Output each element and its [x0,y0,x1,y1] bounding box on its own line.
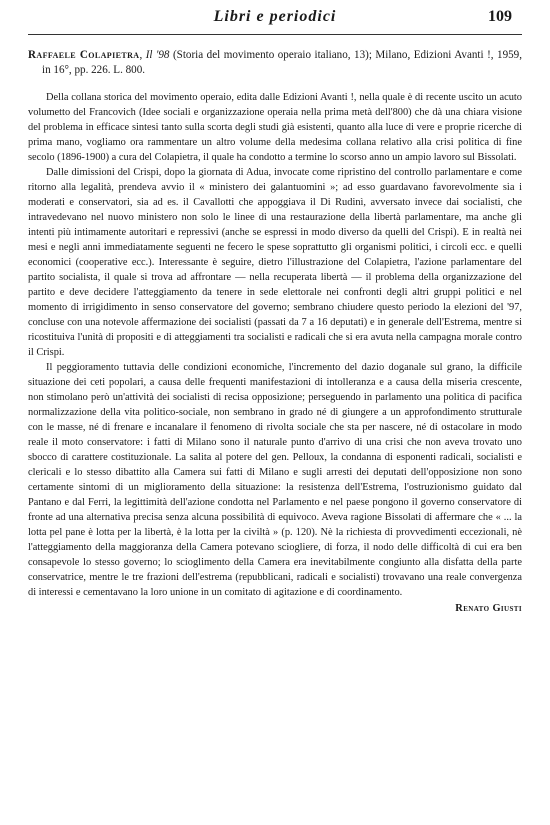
page-number: 109 [488,8,512,25]
reviewer-signature: Renato Giusti [455,603,522,614]
citation-author: Raffaele Colapietra [28,49,140,61]
section-title: Libri e periodici [213,8,337,25]
paragraph-1: Della collana storica del movimento operaio, edita dalle Edizioni Avanti !, nella quale è di recente uscito un acuto volumetto del Francovich (Idee sociali e organizzazione operaia nella prima metà dell'800) che dà una chiara visione del problema in efficace sintesi tanto sulla scorta degli studi già esistenti, quanto alla luce di vere e proprie ricerche di prima mano, vogliamo ora rammentare un altro volume della medesima collana relativo alla crisi politica di fine secolo (1896-1900) a cura del Colapietra, il quale ha condotto a termine lo scorso anno un ampio lavoro sul Bissolati. [28,92,522,163]
header-rule [28,34,522,35]
paragraph-3: Il peggioramento tuttavia delle condizioni economiche, l'incremento del dazio doganale sul grano, la difficile situazione dei ceti popolari, a causa delle frequenti manifestazioni di intolleranza e a causa della miseria crescente, non stimolano però un'attività dei socialisti di recisa opposizione; perseguendo in parlamento una politica di pacifica normalizzazione della vita politico-sociale, non sembrano in grado né di giungere a un approfondimento strutturale con le masse, né di frenare e incanalare il fenomeno di rivolta sociale che sta per nascere, né di ostacolare in modo reale il moto conservatore: i fatti di Milano sono il naturale punto d'arrivo di una crisi che non aveva trovato uno sbocco di carattere costituzionale. La salita al potere del gen. Pelloux, la condanna di esponenti radicali, socialisti e clericali e lo stesso dibattito alla Camera sui fatti di Milano e sugli arresti dei deputati dell'opposizione non sono certamente sintomi di un miglioramento della situazione: la resistenza dell'Estrema, l'ostruzionismo guidato dal Pantano e dal Ferri, la legittimità dell'azione condotta nel Parlamento e nel paese pongono il governo conservatore di fronte ad una alternativa precisa senza alcuna possibilità di equivoco. Aveva ragione Bissolati di affermare che « ... la lotta pel pane è lotta per la libertà, è la lotta per la civiltà » (p. 120). Nè la richiesta di provvedimenti eccezionali, nè l'atteggiamento della maggioranza della Camera potevano sciogliere, di forza, il nodo delle difficoltà di cui era ben consapevole lo stesso governo; lo scioglimento della Camera era inevitabilmente congiunto alla disfatta della parte conservatrice, mentre le tre frazioni dell'estrema (repubblicani, radicali e socialisti) trovavano una reale convergenza di interessi e cementavano la loro unione in un comitato di agitazione e di coordinamento. [28,362,522,598]
citation-details: (Storia del movimento operaio italiano, 13); Milano, Edizioni Avanti !, 1959, in 16°, pp. 226. L. 800. [42,49,522,76]
review-content [28,48,522,616]
paragraph-2: Dalle dimissioni del Crispi, dopo la giornata di Adua, invocate come ripristino del controllo parlamentare e come ritorno alla legalità, prendeva avvio il « ministero dei galantuomini »; ad esso guardavano favorevolmente sia i moderati e conservatori, sia ad es. il Cavallotti che appoggiava il Di Rudinì, avversato invece dai socialisti, che intravedevano nel nuovo ministero non solo le linee di una restaurazione della libertà parlamentare, ma anche gli intenti più intimamente autoritari e repressivi (anche se espressi in modo diverso da quelli del Crispi). E in realtà nei mesi e negli anni immediatamente seguenti ne fecero le spese soprattutto gli organismi politici, i circoli ecc. e quelli economici (cooperative ecc.). Interessante è seguire, dietro l'illustrazione del Colapietra, l'azione parlamentare del partito socialista, il quale si trova ad affrontare — nella recuperata libertà — il problema della organizzazione del partito e deve decidere l'atteggiamento da tenere in sede elettorale nei confronti degli altri gruppi politici e nel momento di irrigidimento in senso conservatore del governo; sembrano chiudere questo periodo la elezioni del '97, concluse con una notevole affermazione dei socialisti (passati da 7 a 16 deputati) e in generale dell'Estrema, mentre si ricostituiva l'unità di propositi e di atteggiamenti tra socialisti e radicali che si era avuta nella campagna morale contro il Crispi. [28,167,522,358]
running-head [28,8,522,32]
bibliographic-citation: Raffaele Colapietra, Il '98 (Storia del movimento operaio italiano, 13); Milano, Edizioni Avanti !, 1959, in 16°, pp. 226. L. 800. [28,49,522,76]
citation-title: Il '98 [145,49,170,61]
